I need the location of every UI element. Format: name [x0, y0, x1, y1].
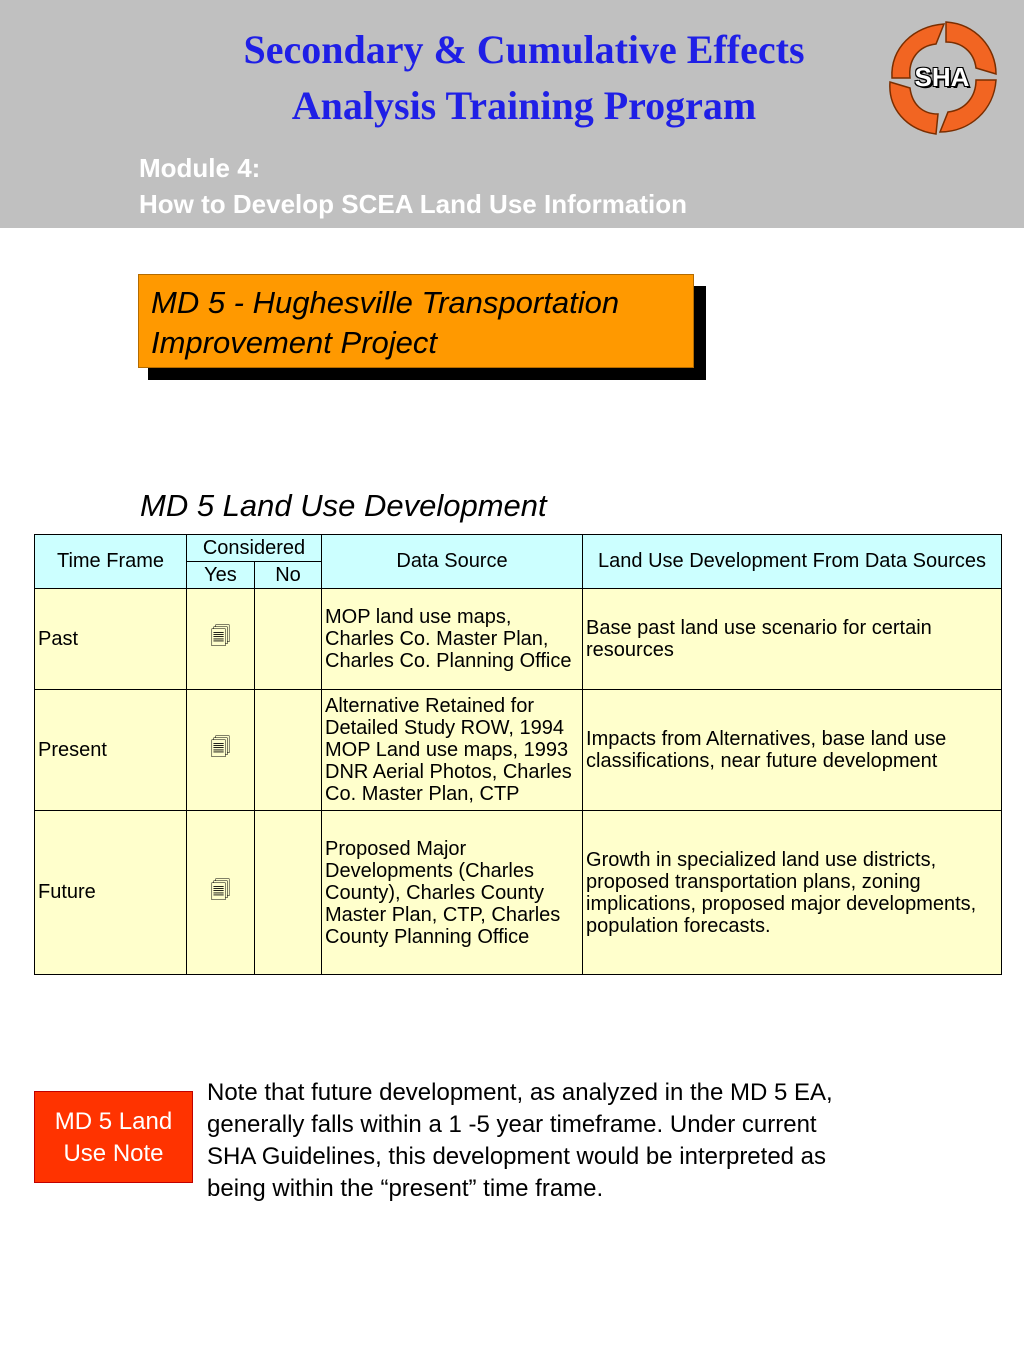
module-subtitle: [139, 150, 687, 222]
row-data-source: MOP land use maps, Charles Co. Master Plan, Charles Co. Planning Office: [322, 589, 583, 690]
page-title: [150, 22, 898, 134]
project-line-2: Improvement Project: [151, 325, 437, 360]
module-line-1: Module 4:: [139, 153, 261, 183]
row-yes-check: 🗐: [187, 589, 255, 690]
header-land-use: Land Use Development From Data Sources: [583, 535, 1002, 589]
land-use-table: [34, 534, 1002, 975]
row-time-frame: Future: [35, 811, 187, 975]
row-land-use: Growth in specialized land use districts, proposed transportation plans, zoning implications, proposed major developments, population forecasts.: [583, 811, 1002, 975]
logo-text: SHA: [914, 62, 970, 92]
header-yes: Yes: [187, 562, 255, 589]
sha-logo: [884, 18, 1000, 138]
project-line-1: MD 5 - Hughesville Transportation: [151, 285, 620, 320]
header-data-source: Data Source: [322, 535, 583, 589]
row-yes-check: 🗐: [187, 690, 255, 811]
note-label-box: [34, 1091, 193, 1183]
row-land-use: Impacts from Alternatives, base land use classifications, near future development: [583, 690, 1002, 811]
row-time-frame: Present: [35, 690, 187, 811]
row-data-source: Alternative Retained for Detailed Study ROW, 1994 MOP Land use maps, 1993 DNR Aerial Photos, Charles Co. Master Plan, CTP: [322, 690, 583, 811]
row-time-frame: Past: [35, 589, 187, 690]
table-row: [35, 811, 1002, 975]
header-no: No: [255, 562, 322, 589]
note-text: Note that future development, as analyzed in the MD 5 EA, generally falls within a 1 -5 year timeframe. Under current SHA Guidelines, this development would be interpreted as being within the “present” time frame.: [207, 1079, 833, 1202]
title-line-2: Analysis Training Program: [291, 83, 757, 128]
section-title: MD 5 Land Use Development: [140, 488, 547, 523]
project-title-box: [138, 274, 694, 368]
row-land-use: Base past land use scenario for certain resources: [583, 589, 1002, 690]
table-row: [35, 589, 1002, 690]
row-no: [255, 690, 322, 811]
row-no: [255, 811, 322, 975]
title-line-1: Secondary & Cumulative Effects: [243, 27, 805, 72]
row-no: [255, 589, 322, 690]
table-row: [35, 690, 1002, 811]
note-label-line-2: Use Note: [63, 1140, 164, 1167]
row-data-source: Proposed Major Developments (Charles County), Charles County Master Plan, CTP, Charles County Planning Office: [322, 811, 583, 975]
note-label-line-1: MD 5 Land: [54, 1108, 173, 1135]
header-time-frame: Time Frame: [35, 535, 187, 589]
header-considered: Considered: [187, 535, 322, 562]
module-line-2: How to Develop SCEA Land Use Information: [139, 189, 687, 219]
row-yes-check: 🗐: [187, 811, 255, 975]
